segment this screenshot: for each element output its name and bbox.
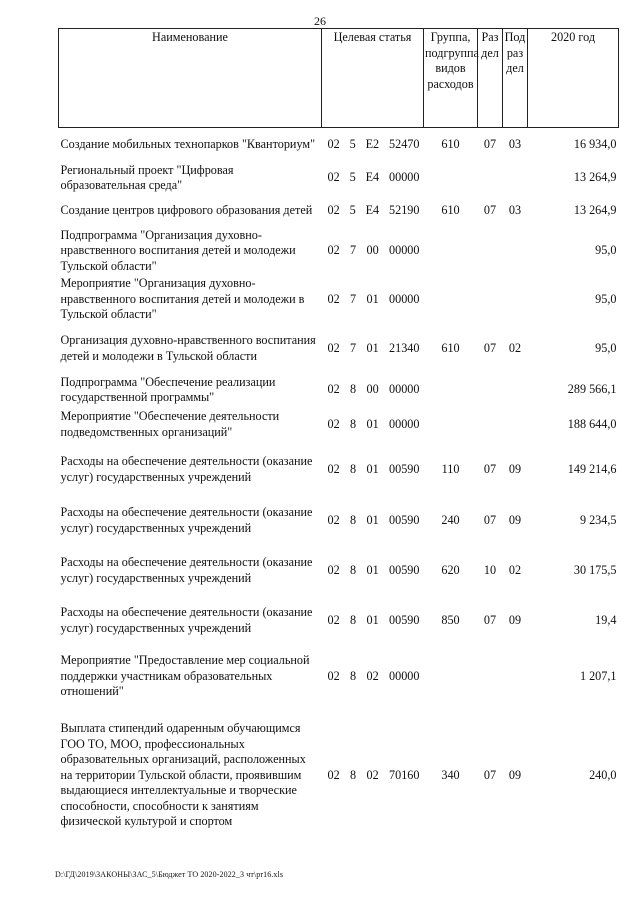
row-group: 610: [441, 137, 460, 151]
code-part-c3: 01: [366, 340, 379, 355]
row-amount: 13 264,9: [573, 202, 617, 217]
table-row: [59, 545, 619, 597]
row-section: 07: [483, 137, 497, 151]
row-subsection: [503, 645, 528, 709]
code-part-c1: 02: [327, 512, 340, 527]
header-name: Наименование: [59, 29, 322, 128]
header-target: Целевая статья: [322, 29, 424, 128]
code-part-c3: Е2: [365, 137, 380, 151]
row-subsection: [503, 275, 528, 324]
row-target-code: [322, 545, 424, 597]
row-target-code: [322, 407, 424, 443]
code-part-c4: 00000: [389, 243, 420, 257]
code-part-c2: 8: [350, 512, 357, 527]
row-amount: 16 934,0: [573, 137, 617, 151]
header-subsection: Подраздел: [503, 29, 528, 128]
code-part-c1: 02: [327, 170, 340, 185]
code-part-c1: 02: [327, 416, 340, 431]
row-target-code: [322, 645, 424, 709]
header-year: 2020 год: [528, 29, 619, 128]
row-name: Расходы на обеспечение деятельности (оказание услуг) государственных учреждений: [60, 605, 313, 635]
row-section: 07: [483, 202, 497, 217]
row-section: 10: [483, 562, 497, 577]
table-row: [59, 275, 619, 324]
row-group: 240: [441, 512, 460, 527]
row-target-code: [322, 443, 424, 497]
row-target-code: [322, 275, 424, 324]
code-part-c1: 02: [327, 612, 340, 627]
table-row: [59, 597, 619, 645]
row-section: 07: [483, 612, 497, 627]
code-part-c3: 02: [366, 668, 379, 683]
row-name: Организация духовно-нравственного воспитания детей и молодежи в Тульской области: [60, 333, 316, 363]
code-part-c4: 52470: [389, 137, 420, 151]
table-body: [59, 128, 619, 843]
code-part-c3: 01: [366, 612, 379, 627]
row-group: [424, 227, 478, 276]
row-subsection: 02: [508, 562, 522, 577]
row-amount: 19,4: [595, 612, 617, 627]
code-part-c1: 02: [327, 243, 340, 257]
row-group: [424, 374, 478, 407]
code-part-c4: 00000: [389, 291, 420, 306]
code-part-c2: 7: [350, 291, 357, 306]
row-target-code: [322, 597, 424, 645]
table-row: [59, 324, 619, 374]
code-part-c2: 7: [350, 243, 357, 257]
code-part-c1: 02: [327, 562, 340, 577]
row-section: 07: [483, 461, 497, 476]
row-subsection: [503, 374, 528, 407]
table-row: [59, 195, 619, 227]
row-subsection: 09: [508, 461, 522, 476]
row-amount: 149 214,6: [567, 461, 617, 476]
code-part-c4: 70160: [389, 767, 420, 782]
file-path-footer: D:\ГД\2019\ЗАКОНЫ\ЗАС_5\Бюджет ТО 2020-2022_3 чт\pr16.xls: [55, 870, 284, 879]
code-part-c2: 8: [350, 767, 357, 782]
code-part-c2: 5: [349, 202, 356, 217]
code-part-c4: 21340: [389, 340, 420, 355]
code-part-c3: Е4: [365, 170, 380, 185]
code-part-c3: 02: [366, 767, 379, 782]
code-part-c4: 00000: [389, 668, 420, 683]
row-name: Мероприятие "Организация духовно-нравственного воспитания детей и молодежи в Тульской области": [60, 276, 305, 321]
table-row: [59, 162, 619, 195]
table-row: [59, 407, 619, 443]
row-group: 610: [441, 340, 460, 355]
row-section: [478, 407, 503, 443]
code-part-c3: 00: [366, 382, 379, 397]
row-section: 07: [483, 767, 497, 782]
row-name: Создание мобильных технопарков "Кванториум": [60, 137, 316, 151]
row-target-code: [322, 195, 424, 227]
row-group: 340: [441, 767, 460, 782]
row-subsection: [503, 162, 528, 195]
table-row: [59, 227, 619, 276]
row-target-code: [322, 324, 424, 374]
table-row: [59, 497, 619, 545]
row-name: Расходы на обеспечение деятельности (оказание услуг) государственных учреждений: [60, 555, 313, 585]
code-part-c1: 02: [327, 767, 340, 782]
row-target-code: [322, 497, 424, 545]
row-amount: 240,0: [589, 767, 617, 782]
row-group: 620: [441, 562, 460, 577]
code-part-c2: 5: [349, 170, 356, 185]
code-part-c2: 8: [350, 461, 357, 476]
row-amount: 13 264,9: [573, 170, 617, 185]
code-part-c4: 52190: [389, 202, 420, 217]
row-group: 110: [441, 461, 460, 476]
page-number: 26: [314, 14, 326, 28]
code-part-c2: 8: [350, 382, 357, 397]
row-name: Подпрограмма "Обеспечение реализации государственной программы": [60, 374, 276, 404]
table-row: [59, 709, 619, 843]
table-row: [59, 443, 619, 497]
code-part-c4: 00590: [389, 461, 420, 476]
row-target-code: [322, 162, 424, 195]
row-subsection: 02: [508, 340, 522, 355]
header-group: Группа, подгруппа видов расходов: [424, 29, 478, 128]
row-name: Выплата стипендий одаренным обучающимся ГОО ТО, МОО, профессиональных образовательных организаций, расположенных на территории Тульской области, проявившим выдающиеся интеллектуальные и творческие способности, способности к занятиям физической культурой и спортом: [60, 721, 306, 829]
row-amount: 30 175,5: [573, 562, 617, 577]
row-section: [478, 227, 503, 276]
code-part-c2: 8: [350, 562, 357, 577]
code-part-c4: 00590: [389, 612, 420, 627]
row-name: Подпрограмма "Организация духовно-нравственного воспитания детей и молодежи Тульской области": [60, 227, 296, 273]
code-part-c1: 02: [327, 382, 340, 397]
code-part-c3: 01: [366, 512, 379, 527]
row-section: [478, 162, 503, 195]
row-group: [424, 275, 478, 324]
row-target-code: [322, 374, 424, 407]
row-target-code: [322, 128, 424, 162]
row-amount: 188 644,0: [567, 416, 617, 431]
code-part-c4: 00000: [389, 416, 420, 431]
row-group: 850: [441, 612, 460, 627]
row-subsection: 09: [508, 767, 522, 782]
row-subsection: 03: [508, 202, 522, 217]
row-name: Мероприятие "Обеспечение деятельности подведомственных организаций": [60, 409, 280, 439]
table-header-row: [59, 29, 619, 128]
row-name: Расходы на обеспечение деятельности (оказание услуг) государственных учреждений: [60, 454, 313, 484]
code-part-c4: 00000: [389, 382, 420, 397]
row-amount: 1 207,1: [579, 668, 617, 683]
row-subsection: [503, 227, 528, 276]
code-part-c4: 00590: [389, 512, 420, 527]
row-group: 610: [441, 202, 460, 217]
row-group: [424, 645, 478, 709]
row-section: [478, 645, 503, 709]
row-group: [424, 162, 478, 195]
row-amount: 95,0: [595, 340, 617, 355]
row-amount: 289 566,1: [567, 382, 617, 397]
row-section: [478, 374, 503, 407]
row-section: 07: [483, 512, 497, 527]
code-part-c1: 02: [327, 202, 340, 217]
row-name: Региональный проект "Цифровая образовательная среда": [60, 162, 234, 192]
row-subsection: 09: [508, 612, 522, 627]
code-part-c2: 5: [349, 137, 356, 151]
row-subsection: [503, 407, 528, 443]
row-group: [424, 407, 478, 443]
code-part-c4: 00590: [389, 562, 420, 577]
code-part-c3: 00: [366, 243, 379, 257]
code-part-c1: 02: [327, 668, 340, 683]
table-row: [59, 645, 619, 709]
code-part-c3: 01: [366, 461, 379, 476]
row-name: Мероприятие "Предоставление мер социальной поддержки участникам образовательных отношений": [60, 653, 310, 699]
code-part-c1: 02: [327, 291, 340, 306]
code-part-c3: 01: [366, 562, 379, 577]
table-row: [59, 374, 619, 407]
row-amount: 95,0: [595, 243, 617, 257]
code-part-c2: 8: [350, 416, 357, 431]
row-subsection: 03: [508, 137, 522, 151]
code-part-c2: 8: [350, 612, 357, 627]
row-section: 07: [483, 340, 497, 355]
code-part-c3: 01: [366, 416, 379, 431]
code-part-c1: 02: [327, 340, 340, 355]
code-part-c1: 02: [327, 461, 340, 476]
row-target-code: [322, 227, 424, 276]
code-part-c3: Е4: [365, 202, 380, 217]
row-name: Расходы на обеспечение деятельности (оказание услуг) государственных учреждений: [60, 505, 313, 535]
row-amount: 95,0: [595, 291, 617, 306]
budget-table: [58, 28, 619, 843]
row-name: Создание центров цифрового образования детей: [60, 202, 313, 217]
row-section: [478, 275, 503, 324]
row-amount: 9 234,5: [579, 512, 617, 527]
code-part-c2: 7: [350, 340, 357, 355]
code-part-c1: 02: [327, 137, 340, 151]
code-part-c3: 01: [366, 291, 379, 306]
row-subsection: 09: [508, 512, 522, 527]
header-section: Раздел: [478, 29, 503, 128]
code-part-c4: 00000: [389, 170, 420, 185]
code-part-c2: 8: [350, 668, 357, 683]
table-row: [59, 128, 619, 162]
row-target-code: [322, 709, 424, 843]
